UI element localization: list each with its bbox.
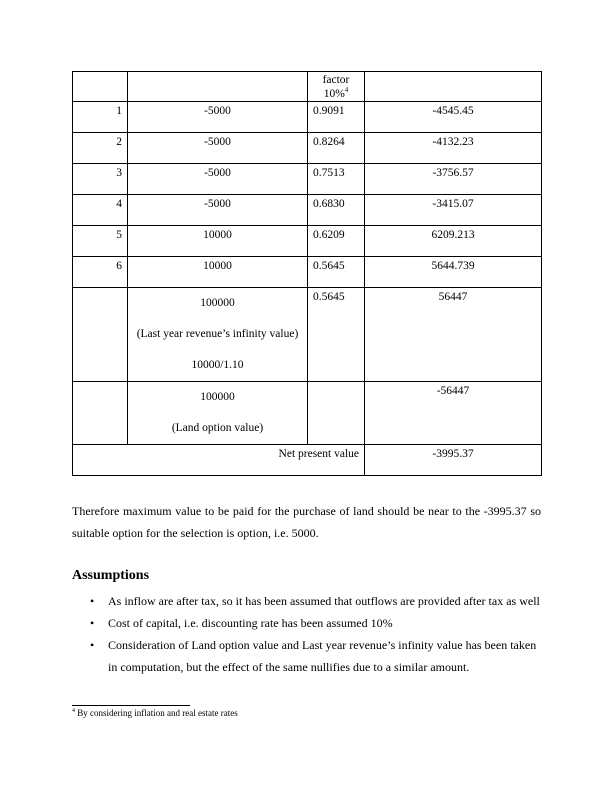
infinity-value-row — [73, 288, 542, 382]
year-cell: 4 — [73, 195, 128, 226]
cash-flow-cell: 10000 — [128, 226, 308, 257]
year-cell: 1 — [73, 102, 128, 133]
bullet-icon: • — [90, 594, 95, 608]
table-row — [73, 133, 542, 164]
list-item: • Consideration of Land option value and Last year revenue’s infinity value has been taken in computation, but the effect of the same nullifies due to a similar amount. — [72, 634, 541, 678]
npv-table — [72, 71, 542, 476]
present-value-cell: 6209.213 — [365, 226, 542, 257]
table-row — [73, 102, 542, 133]
factor-cell: 0.5645 — [308, 288, 365, 382]
footnote-text: By considering inflation and real estate rates — [77, 708, 238, 718]
table-row — [73, 195, 542, 226]
present-value-cell: 5644.739 — [365, 257, 542, 288]
year-cell: 6 — [73, 257, 128, 288]
infinity-description: (Last year revenue’s infinity value) — [136, 328, 299, 340]
factor-cell: 0.9091 — [308, 102, 365, 133]
list-item: • Cost of capital, i.e. discounting rate has been assumed 10% — [72, 612, 541, 634]
bullet-icon: • — [90, 638, 95, 652]
npv-value: -3995.37 — [365, 445, 542, 476]
land-option-cell — [128, 382, 308, 445]
footnote — [72, 708, 238, 718]
conclusion-paragraph: Therefore maximum value to be paid for the purchase of land should be near to the -3995.37 so suitable option for the selection is option, i.e. 5000. — [72, 504, 541, 540]
cash-flow-cell: -5000 — [128, 133, 308, 164]
infinity-value-cell — [128, 288, 308, 382]
table-row — [73, 164, 542, 195]
table-row — [73, 257, 542, 288]
present-value-cell: -56447 — [365, 382, 542, 445]
factor-cell: 0.5645 — [308, 257, 365, 288]
land-amount: 100000 — [200, 391, 235, 403]
footnote-number: 4 — [72, 708, 75, 714]
cash-flow-cell: -5000 — [128, 102, 308, 133]
cash-flow-cell: -5000 — [128, 195, 308, 226]
discount-factor-header: factor 10%$^4$ — [308, 72, 365, 102]
infinity-amount: 100000 — [200, 297, 235, 309]
assumptions-list — [72, 590, 541, 678]
year-cell: 5 — [73, 226, 128, 257]
footnote-divider — [72, 705, 190, 706]
cash-flow-cell: -5000 — [128, 164, 308, 195]
infinity-formula: 10000/1.10 — [191, 359, 244, 371]
npv-label: Net present value — [73, 445, 365, 476]
factor-cell: 0.6830 — [308, 195, 365, 226]
bullet-icon: • — [90, 616, 95, 630]
factor-cell: 0.8264 — [308, 133, 365, 164]
list-item: • As inflow are after tax, so it has been assumed that outflows are provided after tax as well — [72, 590, 541, 612]
cash-flow-cell: 10000 — [128, 257, 308, 288]
table-header-row — [73, 72, 542, 102]
year-cell: 2 — [73, 133, 128, 164]
factor-cell: 0.6209 — [308, 226, 365, 257]
year-cell: 3 — [73, 164, 128, 195]
present-value-cell: -4132.23 — [365, 133, 542, 164]
present-value-cell: -3756.57 — [365, 164, 542, 195]
assumptions-heading: Assumptions — [72, 568, 150, 583]
land-option-row — [73, 382, 542, 445]
present-value-cell: 56447 — [365, 288, 542, 382]
present-value-cell: -3415.07 — [365, 195, 542, 226]
table-row — [73, 226, 542, 257]
land-description: (Land option value) — [171, 422, 264, 434]
present-value-cell: -4545.45 — [365, 102, 542, 133]
npv-total-row — [73, 445, 542, 476]
footnote-ref: 4 — [344, 86, 349, 95]
factor-cell: 0.7513 — [308, 164, 365, 195]
